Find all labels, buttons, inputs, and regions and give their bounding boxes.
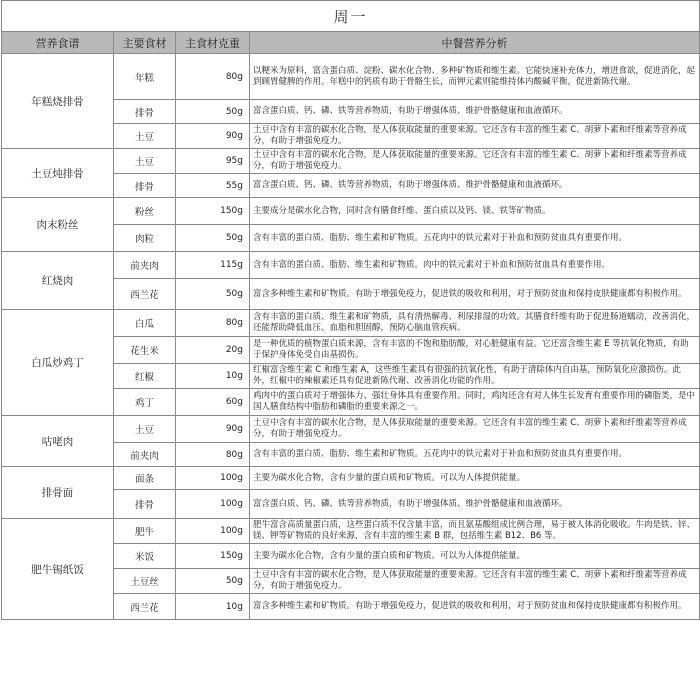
analysis-cell: [250, 124, 700, 149]
analysis-cell: [250, 174, 700, 198]
analysis-cell: [250, 337, 700, 364]
analysis-cell: [250, 364, 700, 389]
analysis-text: 土豆中含有丰富的碳水化合物，是人体获取能量的重要来源。它还含有丰富的维生素 C、胡萝卜素和纤维素等营养成分，有助于增强免疫力。: [253, 150, 687, 171]
weight-cell: 60g: [176, 389, 250, 416]
weight-cell: 100g: [176, 467, 250, 490]
weight-cell: 95g: [176, 149, 250, 174]
analysis-text: 富含多种维生素和矿物质。有助于增强免疫力，促进铁的吸收和利用，对于预防贫血和保持皮肤健康都有积极作用。: [253, 288, 687, 299]
ingredient-cell: 米饭: [114, 544, 176, 569]
weight-cell: 80g: [176, 310, 250, 337]
table-row: [2, 54, 700, 100]
ingredient-cell: 前夹肉: [114, 252, 176, 279]
ingredient-cell: 花生米: [114, 337, 176, 364]
ingredient-cell: 前夹肉: [114, 443, 176, 467]
weight-cell: 100g: [176, 519, 250, 544]
ingredient-cell: 土豆: [114, 124, 176, 149]
analysis-cell: [250, 443, 700, 467]
weight-cell: 50g: [176, 225, 250, 252]
ingredient-cell: 年糕: [114, 54, 176, 100]
ingredient-cell: 土豆: [114, 416, 176, 443]
weight-cell: 20g: [176, 337, 250, 364]
analysis-text: 富含蛋白质、钙、磷、铁等营养物质，有助于增强体质、维护骨骼健康和血液循环。: [253, 498, 568, 509]
ingredient-cell: 白瓜: [114, 310, 176, 337]
analysis-text: 主要成分是碳水化合物，同时含有膳食纤维、蛋白质以及钙、镁、铁等矿物质。: [253, 205, 551, 216]
header-analysis: 中餐营养分析: [250, 32, 700, 54]
weight-cell: 90g: [176, 416, 250, 443]
weight-cell: 115g: [176, 252, 250, 279]
dish-name: 咕咾肉: [2, 416, 114, 467]
analysis-text: 土豆中含有丰富的碳水化合物，是人体获取能量的重要来源。它还含有丰富的维生素 C、胡萝卜素和纤维素等营养成分，有助于增强免疫力。: [253, 418, 687, 439]
weight-cell: 50g: [176, 100, 250, 124]
weight-cell: 150g: [176, 544, 250, 569]
weight-cell: 10g: [176, 594, 250, 620]
dish-name: 肉末粉丝: [2, 198, 114, 252]
ingredient-cell: 粉丝: [114, 198, 176, 225]
dish-name: 土豆炖排骨: [2, 149, 114, 198]
ingredient-cell: 排骨: [114, 100, 176, 124]
dish-name: 排骨面: [2, 467, 114, 519]
weight-cell: 90g: [176, 124, 250, 149]
analysis-text: 含有丰富的蛋白质、脂肪、维生素和矿物质。肉中的铁元素对于补血和预防贫血具有重要作用。: [253, 259, 611, 270]
page-title: 周一: [2, 1, 700, 32]
table-row: [2, 198, 700, 225]
ingredient-cell: 肉粒: [114, 225, 176, 252]
table-row: [2, 467, 700, 490]
analysis-text: 土豆中含有丰富的碳水化合物，是人体获取能量的重要来源。它还含有丰富的维生素 C、胡萝卜素和纤维素等营养成分，有助于增强免疫力。: [253, 125, 687, 146]
analysis-cell: [250, 569, 700, 594]
analysis-text: 红椒富含维生素 C 和维生素 A，这些维生素具有很强的抗氧化性，有助于清除体内自由基，预防氧化应激损伤。此外，红椒中的辣椒素还具有促进新陈代谢、改善消化功能的作用。: [253, 365, 681, 386]
analysis-text: 土豆中含有丰富的碳水化合物，是人体获取能量的重要来源。它还含有丰富的维生素 C、胡萝卜素和纤维素等营养成分，有助于增强免疫力。: [253, 570, 687, 591]
header-ingredient: 主要食材: [114, 32, 176, 54]
analysis-text: 富含蛋白质、钙、磷、铁等营养物质，有助于增强体质、维护骨骼健康和血液循环。: [253, 180, 568, 190]
weight-cell: 100g: [176, 490, 250, 519]
weight-cell: 80g: [176, 443, 250, 467]
analysis-text: 富含蛋白质、钙、磷、铁等营养物质，有助于增强体质、维护骨骼健康和血液循环。: [253, 106, 568, 116]
analysis-text: 以粳米为原料，富含蛋白质、淀粉、碳水化合物、多种矿物质和维生素。它能快速补充体力，增进食欲，促进消化，起到顾胃健脾的作用。年糕中的钙质有助于骨骼生长，而钾元素则能维持体内酸碱平衡，促进新陈代谢。: [253, 65, 696, 87]
analysis-cell: [250, 467, 700, 490]
analysis-text: 肥牛富含高质量蛋白质，这些蛋白质不仅含量丰富，而且氨基酸组成比例合理，易于被人体消化吸收。牛肉是铁、锌、镁、钾等矿物质的良好来源，含有丰富的维生素 B 群，包括维生素 B12、B6 等。: [253, 520, 696, 541]
analysis-text: 鸡肉中的蛋白质对于增强体力、强壮身体具有重要作用。同时，鸡肉还含有对人体生长发育有重要作用的磷脂类，是中国人膳食结构中脂肪和磷脂的重要来源之一。: [253, 391, 696, 412]
analysis-cell: [250, 310, 700, 337]
menu-sheet: [1, 0, 699, 620]
dish-name: 肥牛锡纸饭: [2, 519, 114, 620]
ingredient-cell: 西兰花: [114, 279, 176, 310]
analysis-text: 主要为碳水化合物，含有少量的蛋白质和矿物质。可以为人体提供能量。: [253, 472, 526, 483]
ingredient-cell: 土豆丝: [114, 569, 176, 594]
ingredient-cell: 面条: [114, 467, 176, 490]
dish-name: 白瓜炒鸡丁: [2, 310, 114, 416]
analysis-cell: [250, 519, 700, 544]
ingredient-cell: 肥牛: [114, 519, 176, 544]
table-row: [2, 149, 700, 174]
ingredient-cell: 西兰花: [114, 594, 176, 620]
weight-cell: 10g: [176, 364, 250, 389]
nutrition-table: [1, 0, 700, 620]
analysis-cell: [250, 54, 700, 100]
weight-cell: 50g: [176, 279, 250, 310]
analysis-text: 主要为碳水化合物，含有少量的蛋白质和矿物质。可以为人体提供能量。: [253, 550, 526, 561]
analysis-cell: [250, 594, 700, 620]
analysis-cell: [250, 100, 700, 124]
header-recipe: 营养食谱: [2, 32, 114, 54]
table-row: [2, 416, 700, 443]
ingredient-cell: 鸡丁: [114, 389, 176, 416]
analysis-cell: [250, 490, 700, 519]
analysis-cell: [250, 389, 700, 416]
ingredient-cell: 排骨: [114, 174, 176, 198]
ingredient-cell: 排骨: [114, 490, 176, 519]
analysis-text: 含有丰富的蛋白质、脂肪、维生素和矿物质。五花肉中的铁元素对于补血和预防贫血具有重要作用。: [253, 449, 628, 459]
weight-cell: 150g: [176, 198, 250, 225]
analysis-cell: [250, 416, 700, 443]
analysis-text: 含有丰富的蛋白质、脂肪、维生素和矿物质。五花肉中的铁元素对于补血和预防贫血具有重要作用。: [253, 232, 628, 243]
analysis-cell: [250, 279, 700, 310]
analysis-cell: [250, 225, 700, 252]
table-row: [2, 519, 700, 544]
analysis-text: 富含多种维生素和矿物质。有助于增强免疫力，促进铁的吸收和利用，对于预防贫血和保持皮肤健康都有积极作用。: [253, 601, 687, 611]
analysis-cell: [250, 149, 700, 174]
weight-cell: 55g: [176, 174, 250, 198]
analysis-cell: [250, 198, 700, 225]
analysis-text: 含有丰富的蛋白质、维生素和矿物质，具有清热解毒、利尿排湿的功效。其膳食纤维有助于促进肠道蠕动，改善消化，还能帮助降低血压、血脂和胆固醇，预防心脑血管疾病。: [253, 312, 696, 333]
analysis-cell: [250, 252, 700, 279]
table-row: [2, 310, 700, 337]
weight-cell: 50g: [176, 569, 250, 594]
dish-name: 年糕烧排骨: [2, 54, 114, 149]
table-row: [2, 252, 700, 279]
dish-name: 红烧肉: [2, 252, 114, 310]
ingredient-cell: 红椒: [114, 364, 176, 389]
ingredient-cell: 土豆: [114, 149, 176, 174]
analysis-text: 是一种优质的植物蛋白质来源，含有丰富的不饱和脂肪酸，对心脏健康有益。它还富含维生素 E 等抗氧化物质，有助于保护身体免受自由基损伤。: [253, 339, 689, 360]
weight-cell: 80g: [176, 54, 250, 100]
analysis-cell: [250, 544, 700, 569]
header-weight: 主食材克重: [176, 32, 250, 54]
